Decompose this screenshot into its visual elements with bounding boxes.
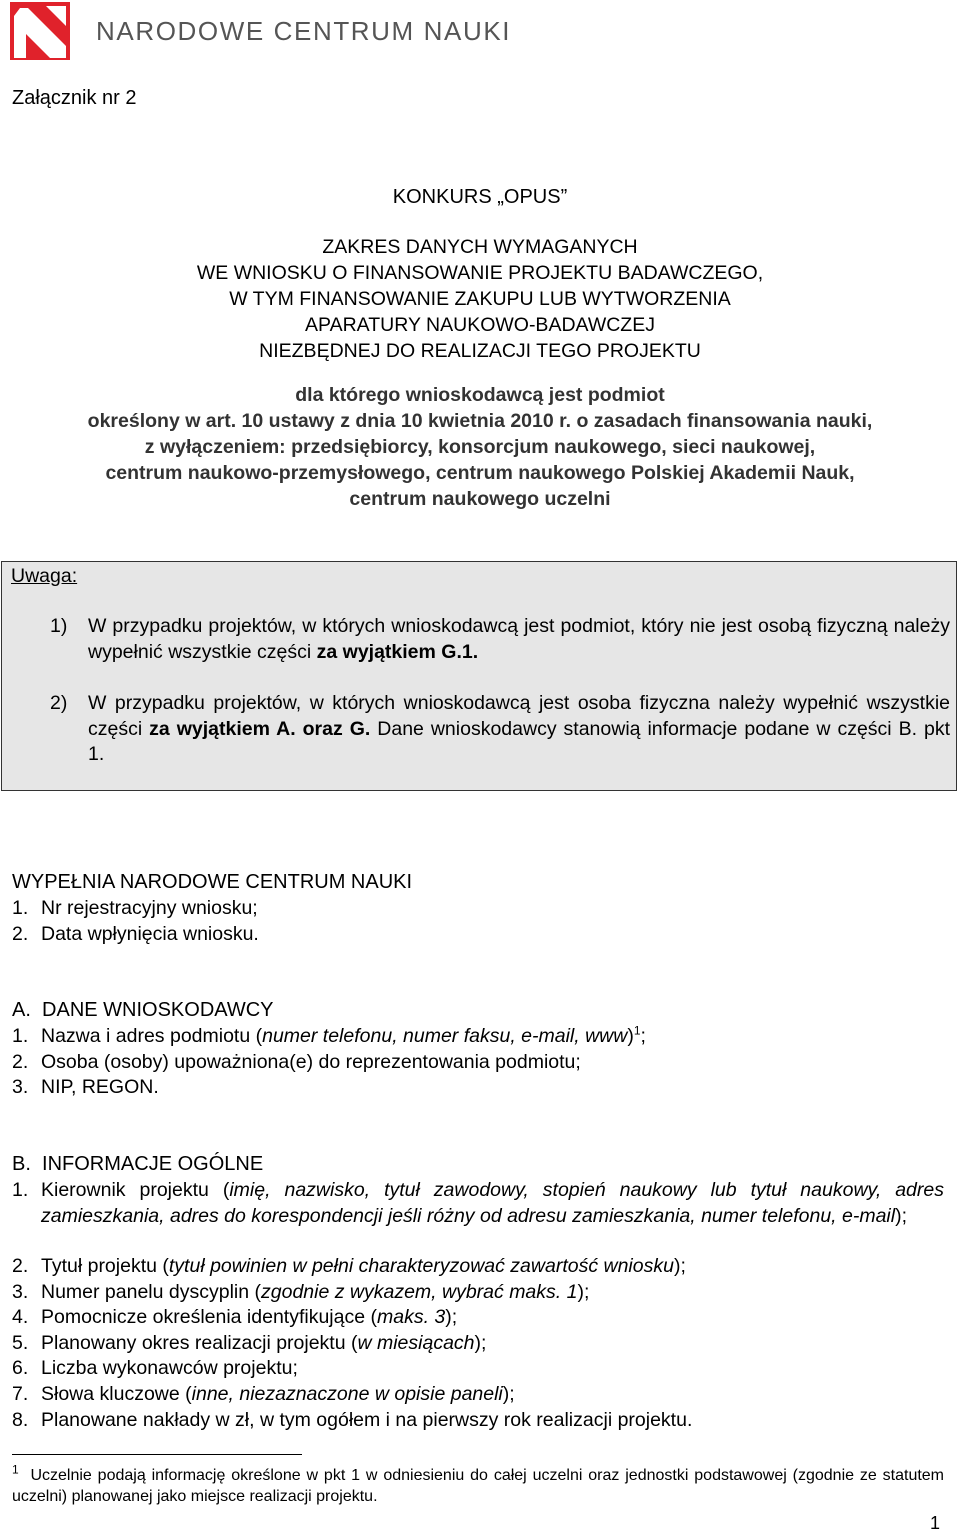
list-text: Liczba wykonawców projektu; [41, 1357, 298, 1379]
note-text: W przypadku projektów, w których wnioskodawcą jest osoba fizyczna należy wypełnić wszystkie części [88, 692, 950, 740]
list-number: 1. [12, 1025, 29, 1047]
list-text: NIP, REGON. [41, 1076, 159, 1098]
section-letter: A. [12, 999, 31, 1021]
list-text-part: Pomocnicze określenia identyfikujące ( [41, 1306, 377, 1328]
note-title: Uwaga: [11, 565, 78, 587]
list-item [12, 1075, 944, 1101]
scope-title-line: W TYM FINANSOWANIE ZAKUPU LUB WYTWORZENIA [229, 288, 731, 310]
scope-title-line: NIEZBĘDNEJ DO REALIZACJI TEGO PROJEKTU [259, 340, 701, 362]
list-text-italic: zgodnie z wykazem, wybrać maks. 1 [261, 1281, 578, 1303]
ncn-logo-icon [10, 2, 70, 60]
list-text-part: Planowany okres realizacji projektu ( [41, 1332, 358, 1354]
attachment-label: Załącznik nr 2 [12, 87, 137, 109]
section-a-title [12, 997, 274, 1023]
list-item [12, 1024, 944, 1050]
section-b-title [12, 1151, 263, 1177]
entity-description-line: centrum naukowo-przemysłowego, centrum naukowego Polskiej Akademii Nauk, [105, 462, 855, 484]
list-text-part: ); [474, 1332, 487, 1354]
footnote [12, 1462, 945, 1507]
list-item [12, 1331, 944, 1357]
footnote-body: Uczelnie podają informację określone w pkt 1 w odniesieniu do całej uczelni oraz jednostki podstawowej (zgodnie ze statutem uczelni) planowanej jako miejsce realizacji projektu. [12, 1467, 945, 1505]
list-text [41, 1280, 944, 1306]
list-text-italic: inne, niezaznaczone w opisie paneli [191, 1383, 503, 1405]
list-text: Data wpłynięcia wniosku. [41, 923, 259, 945]
list-text [41, 1254, 944, 1280]
section-title-text: INFORMACJE OGÓLNE [42, 1153, 264, 1175]
list-item [12, 1305, 944, 1331]
list-text: Planowane nakłady w zł, w tym ogółem i na pierwszy rok realizacji projektu. [41, 1409, 693, 1431]
footnote-divider [12, 1454, 302, 1455]
note-item [50, 614, 950, 665]
list-number: 2. [12, 923, 29, 945]
list-item [12, 1408, 944, 1434]
list-text: Osoba (osoby) upoważniona(e) do reprezentowania podmiotu; [41, 1051, 581, 1073]
entity-description-line: z wyłączeniem: przedsiębiorcy, konsorcjum naukowego, sieci naukowej, [144, 436, 816, 458]
footnote-ref: 1 [633, 1023, 641, 1038]
contest-title: KONKURS „OPUS” [392, 186, 568, 208]
list-item [12, 1050, 944, 1076]
list-number: 8. [12, 1409, 29, 1431]
entity-description-line: dla którego wnioskodawcą jest podmiot [295, 384, 665, 406]
list-text-part: ); [445, 1306, 458, 1328]
footnote-text [12, 1462, 945, 1507]
note-text: Dane wnioskodawcy stanowią informacje podane w części B. pkt 1. [88, 717, 950, 765]
note-item-text [88, 614, 950, 665]
list-number: 7. [12, 1383, 29, 1405]
list-item [12, 1356, 944, 1382]
list-text-part: ); [895, 1204, 908, 1227]
list-number: 2. [12, 1051, 29, 1073]
list-number: 4. [12, 1306, 29, 1328]
list-text-part: Tytuł projektu ( [41, 1255, 169, 1277]
list-number: 6. [12, 1357, 29, 1379]
list-text-part: Słowa kluczowe ( [41, 1383, 192, 1405]
list-item [12, 1280, 944, 1306]
list-number: 1. [12, 1179, 29, 1201]
list-text: Nr rejestracyjny wniosku; [41, 897, 258, 919]
list-text-part: Kierownik projektu ( [41, 1179, 230, 1201]
list-text-part: ); [577, 1281, 590, 1303]
list-text [41, 1178, 944, 1229]
list-number: 3. [12, 1281, 29, 1303]
list-number: 2. [12, 1255, 29, 1277]
note-item-text [88, 691, 950, 768]
scope-title [0, 234, 960, 364]
scope-title-line: WE WNIOSKU O FINANSOWANIE PROJEKTU BADAWCZEGO, [196, 262, 764, 284]
list-text [41, 1382, 944, 1408]
list-text-italic: w miesiącach [357, 1332, 475, 1354]
list-item [12, 1178, 944, 1229]
entity-description [0, 382, 960, 512]
list-text [41, 1024, 944, 1050]
list-number: 1. [12, 897, 29, 919]
note-bold: za wyjątkiem A. oraz G. [149, 717, 371, 740]
section-letter: B. [12, 1153, 31, 1175]
footnote-number: 1 [12, 1462, 19, 1477]
list-number: 5. [12, 1332, 29, 1354]
page-number: 1 [930, 1513, 941, 1533]
list-item [12, 1254, 944, 1280]
note-bold: za wyjątkiem G.1. [316, 640, 479, 663]
list-text [41, 1305, 944, 1331]
ncn-section-title: WYPEŁNIA NARODOWE CENTRUM NAUKI [12, 871, 413, 893]
list-text-italic: tytuł powinien w pełni charakteryzować zawartość wniosku [168, 1255, 674, 1277]
entity-description-line: określony w art. 10 ustawy z dnia 10 kwietnia 2010 r. o zasadach finansowania nauki, [87, 410, 873, 432]
list-number: 3. [12, 1076, 29, 1098]
list-text-part: ; [640, 1025, 646, 1047]
list-text-italic: maks. 3 [377, 1306, 446, 1328]
list-text-part: Nazwa i adres podmiotu ( [41, 1025, 263, 1047]
list-item [12, 922, 944, 948]
logo-wordmark: NARODOWE CENTRUM NAUKI [96, 16, 512, 46]
list-text-italic: imię, nazwisko, tytuł zawodowy, stopień naukowy lub tytuł naukowy, adres zamieszkania, adres do korespondencji jeśli różny od adresu zamieszkania, numer telefonu, e-mail [41, 1179, 944, 1227]
list-text-italic: numer telefonu, numer faksu, e-mail, www [262, 1025, 628, 1047]
scope-title-line: ZAKRES DANYCH WYMAGANYCH [322, 236, 638, 258]
note-text: W przypadku projektów, w których wnioskodawcą jest podmiot, który nie jest osobą fizyczną należy wypełnić wszystkie części [88, 615, 950, 663]
list-text-part: ) [627, 1025, 634, 1047]
scope-title-line: APARATURY NAUKOWO-BADAWCZEJ [305, 314, 655, 336]
list-item [12, 1382, 944, 1408]
list-item [12, 896, 944, 922]
note-item-number: 1) [50, 615, 68, 637]
note-item [50, 691, 950, 768]
section-title-text: DANE WNIOSKODAWCY [42, 999, 274, 1021]
list-text-part: ); [673, 1255, 686, 1277]
list-text [41, 1331, 944, 1357]
note-item-number: 2) [50, 692, 68, 714]
list-text-part: Numer panelu dyscyplin ( [41, 1281, 262, 1303]
entity-description-line: centrum naukowego uczelni [349, 488, 611, 510]
list-text-part: ); [502, 1383, 515, 1405]
